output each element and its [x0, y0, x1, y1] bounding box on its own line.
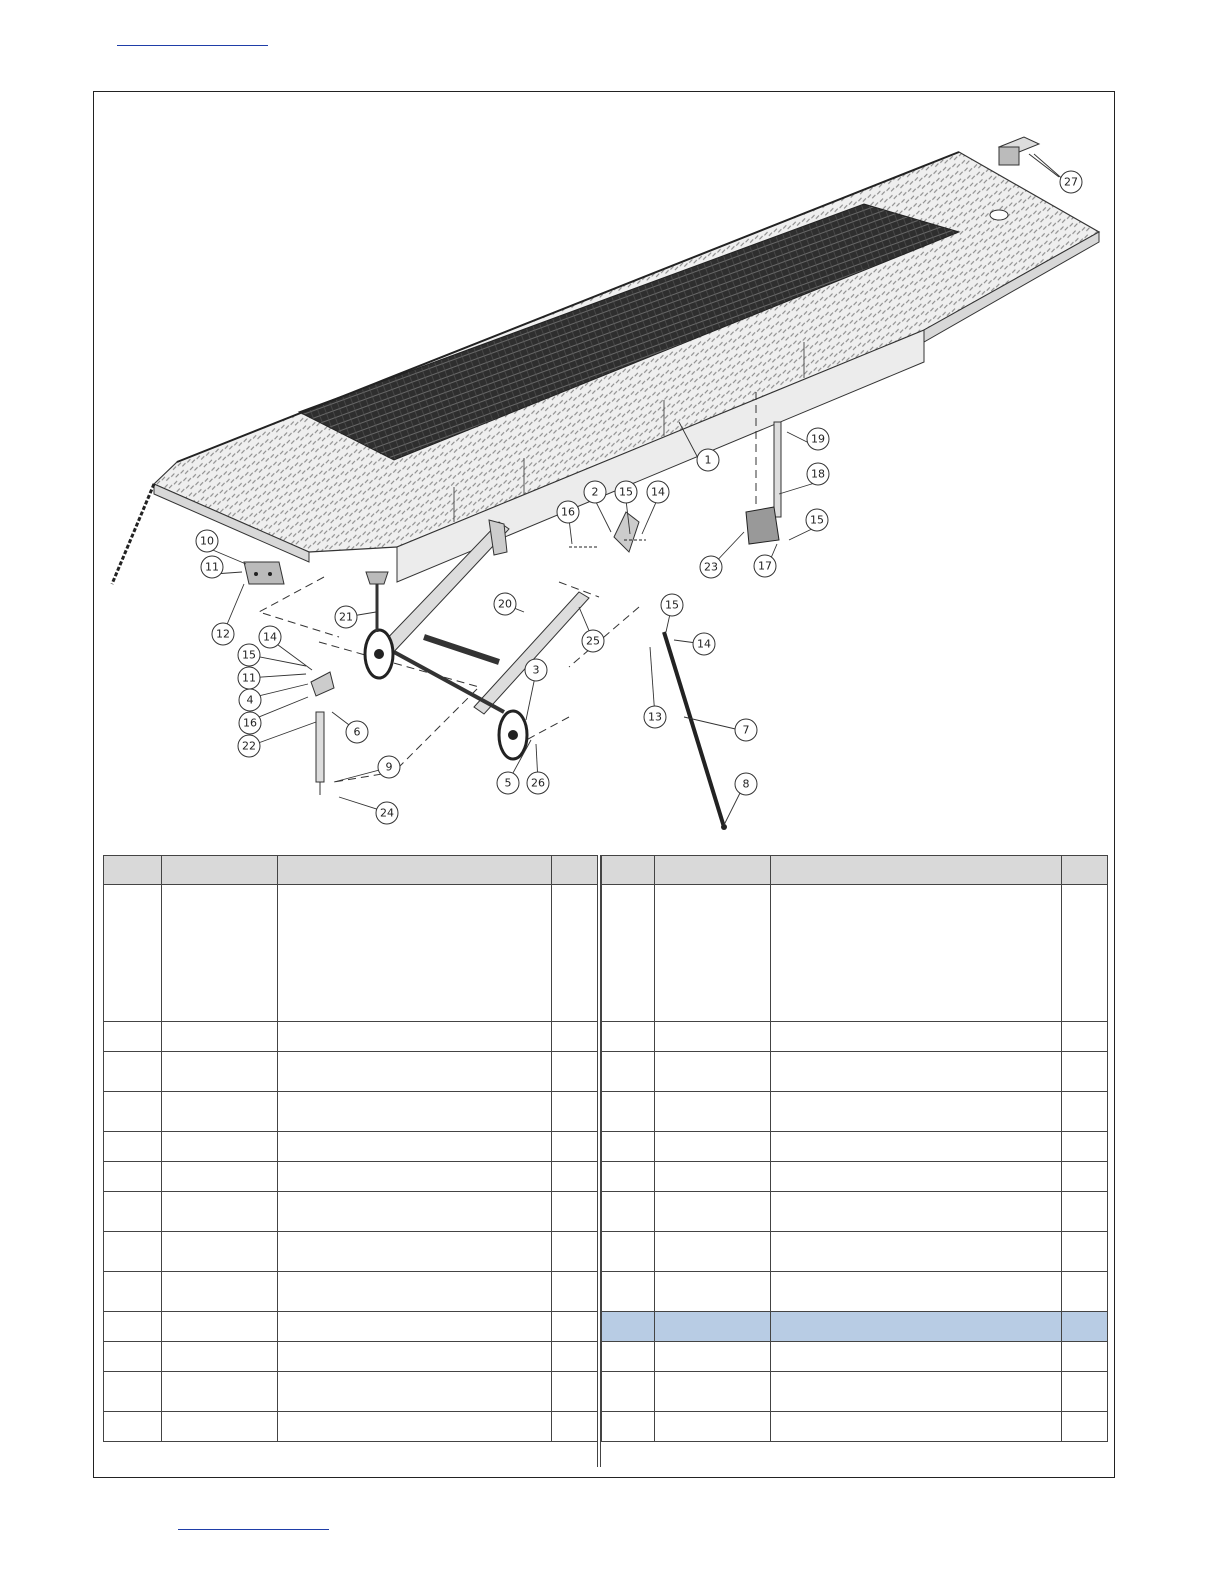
table-cell — [1062, 1022, 1108, 1052]
callout-25 — [582, 630, 604, 652]
svg-text:2: 2 — [591, 485, 599, 499]
svg-text:16: 16 — [243, 716, 257, 730]
table-header-row — [104, 856, 598, 885]
table-row — [104, 1272, 598, 1312]
table-cell — [602, 1052, 655, 1092]
header-link-underline[interactable] — [117, 45, 268, 46]
table-row — [602, 1372, 1108, 1412]
svg-text:19: 19 — [811, 432, 825, 446]
table-cell — [655, 1412, 771, 1442]
table-row — [104, 1192, 598, 1232]
header-cell-part-number — [655, 856, 771, 885]
table-row — [104, 1132, 598, 1162]
table-cell — [162, 1412, 278, 1442]
table-cell — [278, 1272, 552, 1312]
table-row — [602, 1232, 1108, 1272]
table-cell — [1062, 885, 1108, 1022]
table-cell — [162, 1232, 278, 1272]
table-header-row — [602, 856, 1108, 885]
table-cell — [771, 1192, 1062, 1232]
svg-text:14: 14 — [263, 630, 277, 644]
table-cell — [602, 1192, 655, 1232]
table-row — [602, 1412, 1108, 1442]
table-row — [104, 1052, 598, 1092]
table-row — [602, 885, 1108, 1022]
table-row — [602, 1192, 1108, 1232]
callout-8 — [735, 773, 757, 795]
table-cell — [278, 1232, 552, 1272]
table-cell — [278, 1092, 552, 1132]
table-cell — [1062, 1372, 1108, 1412]
table-cell — [104, 1342, 162, 1372]
table-cell — [104, 1272, 162, 1312]
callout-14-top — [647, 481, 669, 503]
table-cell — [771, 1132, 1062, 1162]
svg-text:18: 18 — [811, 467, 825, 481]
table-cell — [771, 1092, 1062, 1132]
header-cell-item — [602, 856, 655, 885]
callout-12 — [212, 623, 234, 645]
table-cell — [278, 1412, 552, 1442]
svg-text:27: 27 — [1064, 175, 1078, 189]
callout-18 — [807, 463, 829, 485]
table-cell — [104, 1022, 162, 1052]
svg-text:10: 10 — [200, 534, 214, 548]
table-cell — [602, 885, 655, 1022]
callout-13 — [644, 706, 666, 728]
svg-text:21: 21 — [339, 610, 353, 624]
svg-text:7: 7 — [742, 723, 750, 737]
table-cell — [1062, 1342, 1108, 1372]
svg-text:16: 16 — [561, 505, 575, 519]
svg-text:14: 14 — [651, 485, 665, 499]
callout-15-jack — [806, 509, 828, 531]
table-cell — [1062, 1192, 1108, 1232]
callout-2 — [584, 481, 606, 503]
table-cell — [655, 1022, 771, 1052]
table-cell — [104, 1412, 162, 1442]
callout-11-lower — [238, 667, 260, 689]
table-cell — [771, 885, 1062, 1022]
table-cell — [771, 1052, 1062, 1092]
table-row — [104, 885, 598, 1022]
table-cell — [1062, 1132, 1108, 1162]
svg-text:15: 15 — [665, 598, 679, 612]
callout-26 — [527, 772, 549, 794]
table-cell — [655, 1132, 771, 1162]
callout-16-left — [239, 712, 261, 734]
table-cell — [655, 1342, 771, 1372]
svg-text:17: 17 — [758, 559, 772, 573]
table-cell — [104, 1192, 162, 1232]
header-cell-qty — [1062, 856, 1108, 885]
table-cell — [278, 1372, 552, 1412]
header-cell-description — [278, 856, 552, 885]
table-cell — [552, 1192, 598, 1232]
table-cell — [278, 1132, 552, 1162]
ramp-deck — [112, 152, 1099, 584]
table-cell — [552, 1312, 598, 1342]
table-cell — [602, 1372, 655, 1412]
table-cell — [162, 885, 278, 1022]
table-cell — [655, 1272, 771, 1312]
table-row — [104, 1312, 598, 1342]
table-cell — [1062, 1412, 1108, 1442]
table-cell — [1062, 1052, 1108, 1092]
table-cell — [602, 1412, 655, 1442]
header-cell-qty — [552, 856, 598, 885]
table-cell — [602, 1162, 655, 1192]
callout-20 — [494, 593, 516, 615]
table-cell — [771, 1232, 1062, 1272]
table-cell — [602, 1022, 655, 1052]
table-cell — [552, 1052, 598, 1092]
table-cell — [602, 1272, 655, 1312]
table-row — [602, 1342, 1108, 1372]
table-cell — [552, 1232, 598, 1272]
callout-23 — [700, 556, 722, 578]
part-2-hinge-bracket — [569, 512, 646, 552]
callout-6 — [346, 721, 368, 743]
table-cell — [162, 1342, 278, 1372]
table-cell — [104, 1092, 162, 1132]
svg-text:12: 12 — [216, 627, 230, 641]
table-cell — [162, 1132, 278, 1162]
table-cell — [602, 1092, 655, 1132]
table-cell — [104, 1232, 162, 1272]
callout-21 — [335, 606, 357, 628]
svg-text:14: 14 — [697, 637, 711, 651]
callout-17 — [754, 555, 776, 577]
parts-table-left — [103, 855, 598, 1442]
table-cell — [771, 1372, 1062, 1412]
table-cell — [771, 1022, 1062, 1052]
svg-text:9: 9 — [385, 760, 393, 774]
table-row — [602, 1092, 1108, 1132]
callout-11-upper — [201, 556, 223, 578]
callout-19 — [807, 428, 829, 450]
table-cell — [278, 1052, 552, 1092]
table-row — [104, 1372, 598, 1412]
table-row — [104, 1412, 598, 1442]
table-row — [104, 1162, 598, 1192]
table-cell — [771, 1312, 1062, 1342]
footer-link-underline[interactable] — [178, 1529, 329, 1530]
table-cell — [1062, 1162, 1108, 1192]
svg-text:5: 5 — [504, 776, 512, 790]
table-cell — [655, 1052, 771, 1092]
table-cell — [655, 1192, 771, 1232]
part-22-stand — [311, 672, 334, 795]
exploded-view-drawing — [94, 92, 1114, 847]
table-cell — [162, 1022, 278, 1052]
table-cell — [552, 1162, 598, 1192]
callout-9 — [378, 756, 400, 778]
parts-diagram-frame — [93, 91, 1115, 1478]
table-cell — [278, 1312, 552, 1342]
table-row — [602, 1312, 1108, 1342]
table-cell — [278, 1022, 552, 1052]
svg-text:23: 23 — [704, 560, 718, 574]
table-cell — [278, 1342, 552, 1372]
table-cell — [655, 885, 771, 1022]
part-7-support-leg — [664, 632, 727, 830]
svg-text:3: 3 — [532, 663, 540, 677]
table-cell — [655, 1092, 771, 1132]
callout-15-leg — [661, 594, 683, 616]
svg-text:11: 11 — [242, 671, 256, 685]
callout-27 — [1060, 171, 1082, 193]
callout-3 — [525, 659, 547, 681]
table-cell — [771, 1342, 1062, 1372]
svg-text:26: 26 — [531, 776, 545, 790]
table-cell — [602, 1342, 655, 1372]
table-cell — [602, 1312, 655, 1342]
table-cell — [1062, 1232, 1108, 1272]
table-cell — [162, 1052, 278, 1092]
callout-15-top — [615, 481, 637, 503]
part-18-hydraulic-jack — [746, 422, 781, 544]
table-cell — [552, 885, 598, 1022]
table-row — [104, 1342, 598, 1372]
svg-text:11: 11 — [205, 560, 219, 574]
table-cell — [552, 1022, 598, 1052]
svg-text:15: 15 — [242, 648, 256, 662]
table-cell — [104, 1372, 162, 1412]
callout-10 — [196, 530, 218, 552]
table-cell — [104, 885, 162, 1022]
callout-14-left — [259, 626, 281, 648]
table-cell — [162, 1272, 278, 1312]
table-cell — [552, 1372, 598, 1412]
svg-text:20: 20 — [498, 597, 512, 611]
table-cell — [104, 1162, 162, 1192]
callout-4 — [239, 689, 261, 711]
callout-1 — [697, 449, 719, 471]
header-cell-part-number — [162, 856, 278, 885]
callout-5 — [497, 772, 519, 794]
table-cell — [162, 1092, 278, 1132]
table-row — [104, 1022, 598, 1052]
callout-22 — [238, 735, 260, 757]
table-cell — [771, 1412, 1062, 1442]
table-row — [602, 1132, 1108, 1162]
table-cell — [104, 1132, 162, 1162]
table-row — [602, 1162, 1108, 1192]
yard-ramp-exploded-view — [94, 92, 1114, 847]
svg-text:4: 4 — [246, 693, 254, 707]
table-cell — [162, 1312, 278, 1342]
table-cell — [1062, 1092, 1108, 1132]
table-row — [602, 1022, 1108, 1052]
table-cell — [162, 1372, 278, 1412]
callout-16-top — [557, 501, 579, 523]
callout-15-left — [238, 644, 260, 666]
table-cell — [162, 1162, 278, 1192]
table-cell — [552, 1412, 598, 1442]
callout-7 — [735, 719, 757, 741]
table-row — [104, 1232, 598, 1272]
svg-text:15: 15 — [810, 513, 824, 527]
table-cell — [1062, 1272, 1108, 1312]
part-27-bracket — [999, 137, 1059, 177]
table-cell — [655, 1312, 771, 1342]
table-cell — [771, 1162, 1062, 1192]
table-cell — [162, 1192, 278, 1232]
table-cell — [104, 1312, 162, 1342]
table-row — [602, 1272, 1108, 1312]
table-cell — [602, 1132, 655, 1162]
table-cell — [278, 885, 552, 1022]
parts-table-right — [601, 855, 1108, 1442]
svg-text:6: 6 — [353, 725, 361, 739]
svg-text:15: 15 — [619, 485, 633, 499]
table-row — [104, 1092, 598, 1132]
table-cell — [552, 1342, 598, 1372]
header-cell-description — [771, 856, 1062, 885]
table-cell — [552, 1272, 598, 1312]
svg-text:13: 13 — [648, 710, 662, 724]
svg-text:8: 8 — [742, 777, 750, 791]
table-cell — [655, 1372, 771, 1412]
table-cell — [552, 1132, 598, 1162]
table-cell — [655, 1232, 771, 1272]
svg-text:25: 25 — [586, 634, 600, 648]
callout-24 — [376, 802, 398, 824]
table-cell — [552, 1092, 598, 1132]
table-cell — [278, 1162, 552, 1192]
svg-text:22: 22 — [242, 739, 256, 753]
table-cell — [602, 1232, 655, 1272]
svg-text:24: 24 — [380, 806, 394, 820]
callout-14-right — [693, 633, 715, 655]
table-cell — [655, 1162, 771, 1192]
table-cell — [771, 1272, 1062, 1312]
table-cell — [278, 1192, 552, 1232]
table-row — [602, 1052, 1108, 1092]
table-cell — [104, 1052, 162, 1092]
table-cell — [1062, 1312, 1108, 1342]
header-cell-item — [104, 856, 162, 885]
svg-text:1: 1 — [704, 453, 712, 467]
parts-list — [103, 855, 1107, 1467]
part-10-block — [244, 562, 284, 584]
